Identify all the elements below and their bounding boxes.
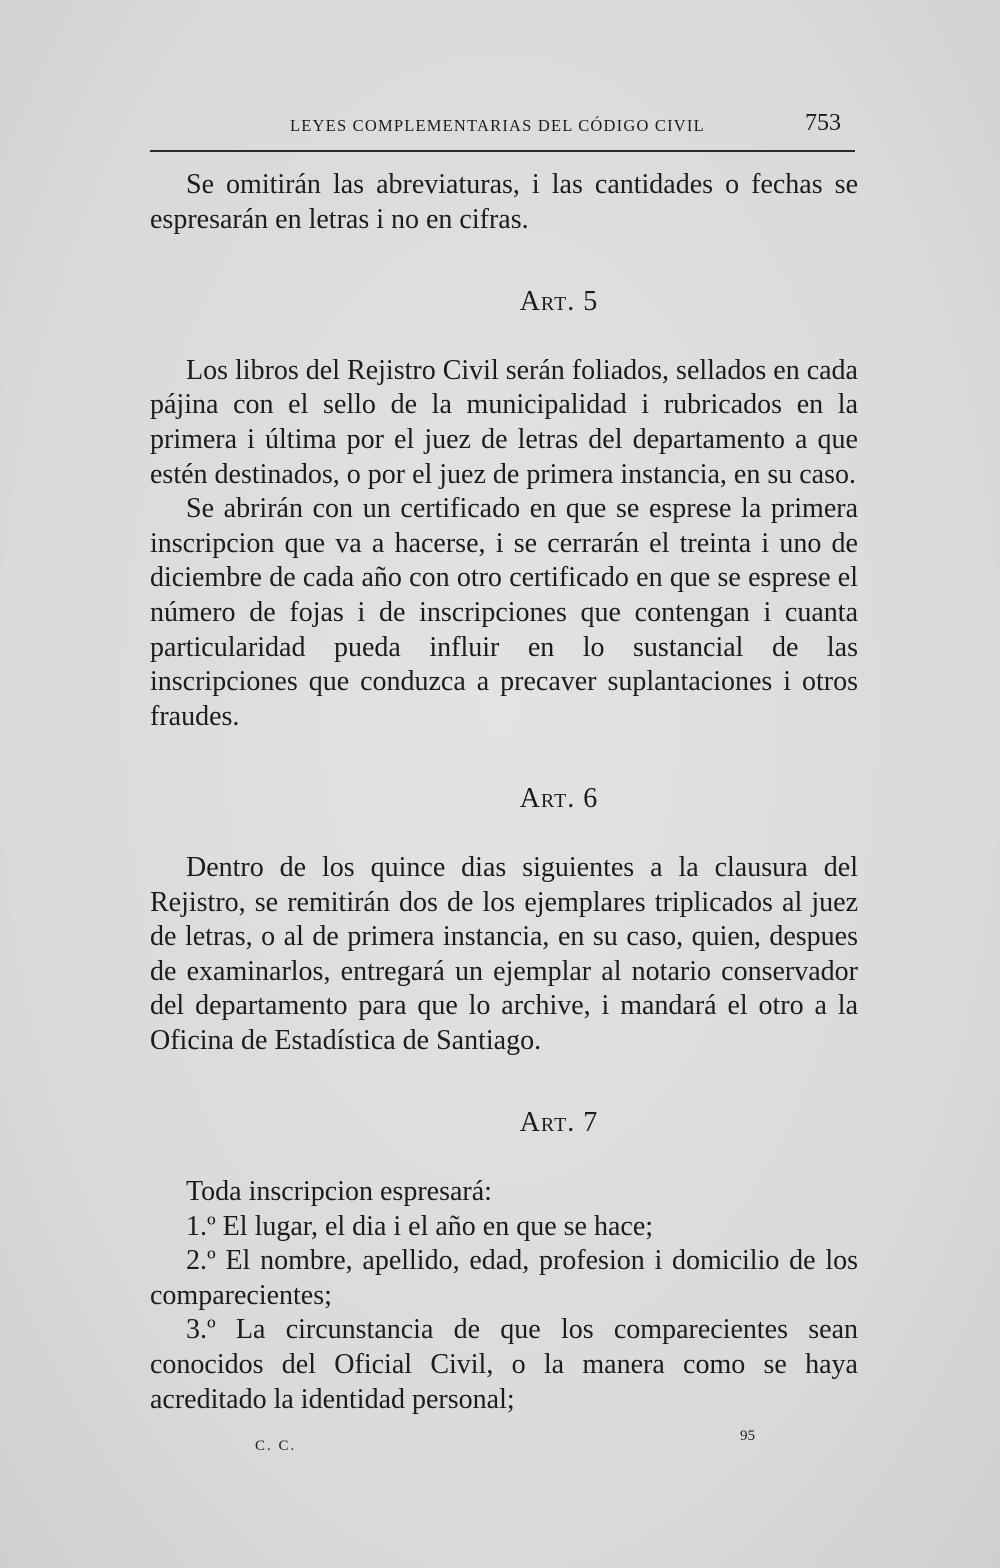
body-text (150, 168, 858, 1417)
paragraph: Dentro de los quince dias siguientes a la clausura del Rejistro, se remitirán dos de los ejemplares triplicados al juez de letras, o al de primera instancia, en su caso, quien, despues de examinarlos, entregará un ejemplar al notario conservador del departamento para que lo archive, i mandará el otro a la Oficina de Estadística de Santiago. (150, 851, 858, 1056)
page-footer (255, 1428, 775, 1458)
list-item: 1.º El lugar, el dia i el año en que se hace; (186, 1210, 654, 1242)
running-head: LEYES COMPLEMENTARIAS DEL CÓDIGO CIVIL (290, 116, 705, 135)
sheet-number: 95 (740, 1428, 755, 1444)
page-header (150, 110, 855, 144)
paragraph: Toda inscripcion espresará: (186, 1176, 492, 1208)
header-rule (150, 150, 855, 152)
page-number: 753 (805, 110, 841, 136)
article-heading: Art. 6 (519, 783, 599, 815)
list-item: 3.º La circunstancia de que los comparecientes sean conocidos del Oficial Civil, o la manera como se haya acreditado la identidad personal; (150, 1314, 858, 1415)
list-item: 2.º El nombre, apellido, edad, profesion i domicilio de los comparecientes; (150, 1245, 858, 1311)
article-heading: Art. 7 (519, 1107, 599, 1139)
article-heading: Art. 5 (519, 286, 599, 318)
paragraph: Se omitirán las abreviaturas, i las cantidades o fechas se espresarán en letras i no en cifras. (150, 169, 858, 235)
paragraph: Los libros del Rejistro Civil serán foliados, sellados en cada pájina con el sello de la municipalidad i rubricados en la primera i última por el juez de letras del departamento a que estén destinados, o por el juez de primera instancia, en su caso. (150, 354, 858, 490)
paragraph: Se abrirán con un certificado en que se esprese la primera inscripcion que va a hacerse, i se cerrarán el treinta i uno de diciembre de cada año con otro certificado en que se esprese el número de fojas i de inscripciones que contengan i cuanta particularidad pueda influir en lo sustancial de las inscripciones que conduzca a precaver suplantaciones i otros fraudes. (150, 493, 858, 732)
printer-signature: C. C. (255, 1438, 297, 1454)
